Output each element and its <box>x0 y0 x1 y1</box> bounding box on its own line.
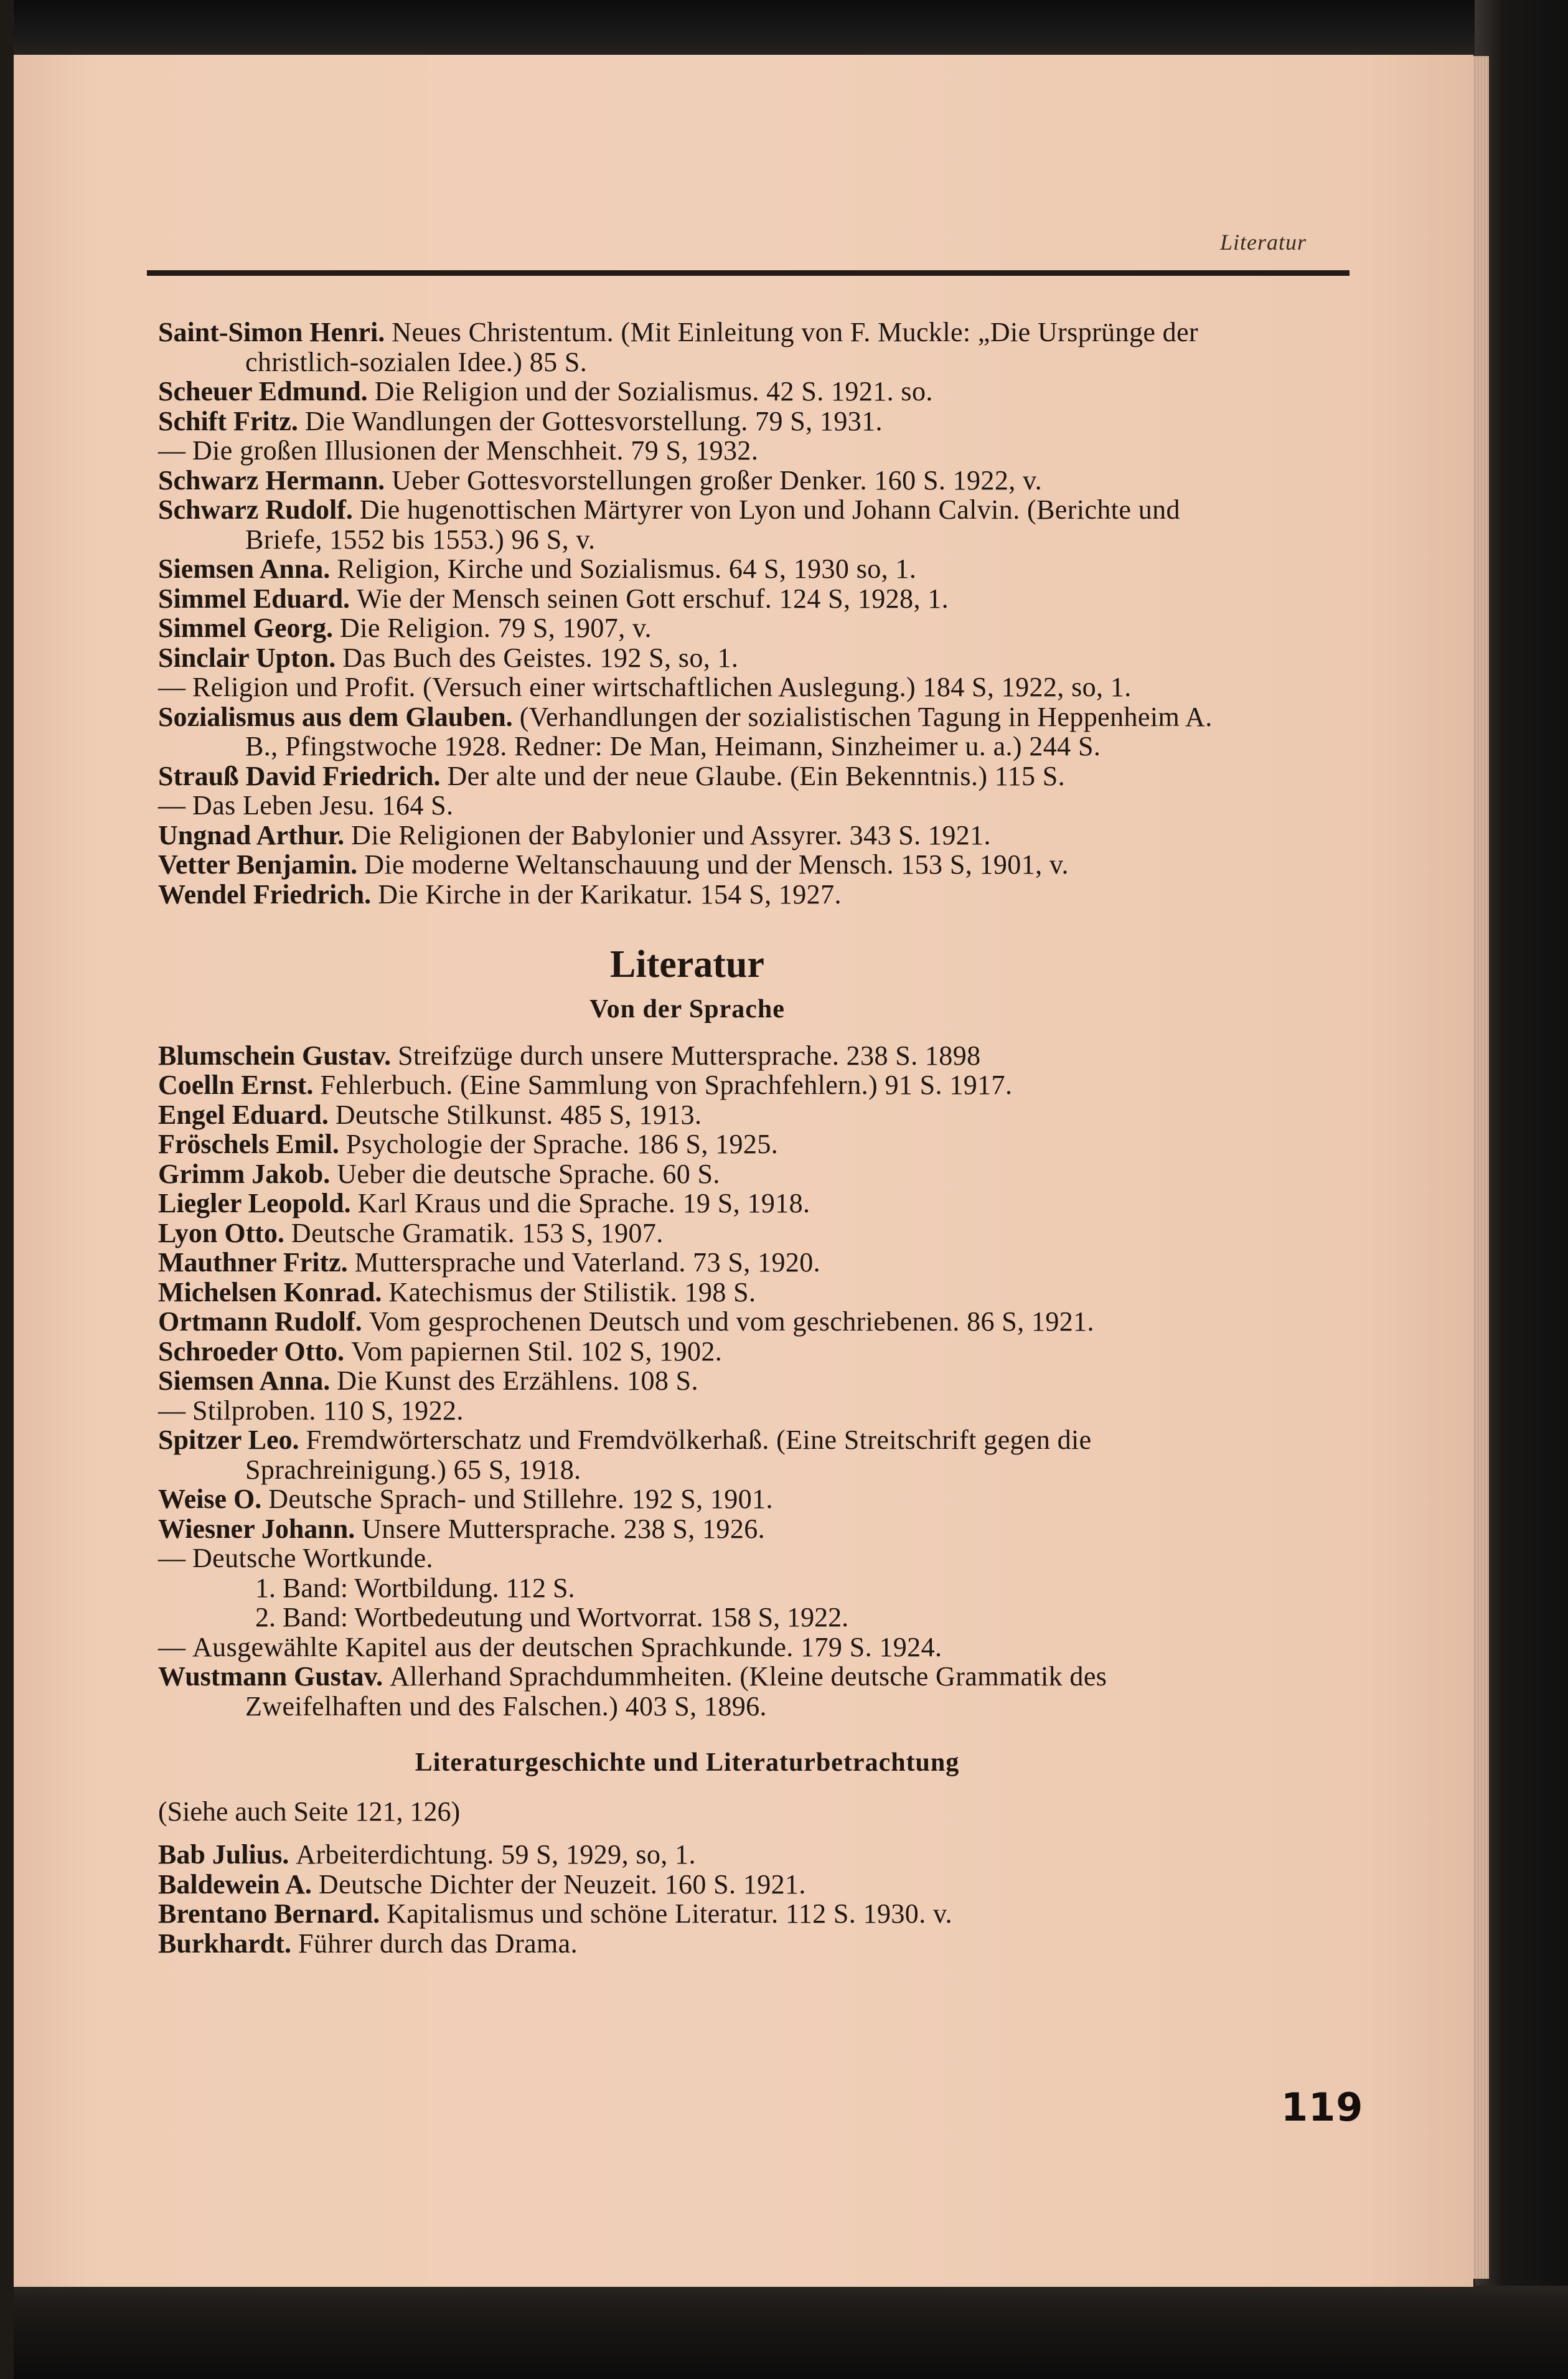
bibliography-entry: — Das Leben Jesu. 164 S. <box>158 790 454 821</box>
bibliography-entry: Ungnad Arthur. Die Religionen der Babylonier und Assyrer. 343 S. 1921. <box>158 819 991 850</box>
bibliography-entry: Engel Eduard. Deutsche Stilkunst. 485 S, 1913. <box>158 1099 702 1130</box>
bibliography-entry: Strauß David Friedrich. Der alte und der neue Glaube. (Ein Bekenntnis.) 115 S. <box>158 760 1066 791</box>
page-number: 119 <box>1281 2085 1364 2130</box>
bibliography-entry: Saint-Simon Henri. Neues Christentum. (Mit Einleitung von F. Muckle: „Die Ursprünge der christlich-sozialen Idee.) 85 S. <box>158 317 1199 377</box>
literatur-list <box>158 1840 1241 1958</box>
bibliography-entry: Coelln Ernst. Fehlerbuch. (Eine Sammlung von Sprachfehlern.) 91 S. 1917. <box>158 1070 1013 1100</box>
bibliography-entry: Schroeder Otto. Vom papiernen Stil. 102 S, 1902. <box>158 1336 723 1367</box>
book-cover-bottom-edge <box>0 2286 1568 2379</box>
bibliography-entry: Bab Julius. Arbeiterdichtung. 59 S, 1929, so, 1. <box>158 1839 696 1870</box>
bibliography-entry: Vetter Benjamin. Die moderne Weltanschauung und der Mensch. 153 S, 1901, v. <box>158 849 1069 880</box>
bibliography-entry: Schwarz Hermann. Ueber Gottesvorstellungen großer Denker. 160 S. 1922, v. <box>158 464 1042 496</box>
bibliography-entry: Sozialismus aus dem Glauben. (Verhandlungen der sozialistischen Tagung in Heppenheim A. B., Pfingstwoche 1928. Redner: De Man, Heimann, Sinzheimer u. a.) 244 S. <box>158 701 1213 761</box>
book-spine <box>0 0 14 2379</box>
subsection-title-literatur: Literaturgeschichte und Literaturbetrachtung <box>415 1748 960 1777</box>
bibliography-entry: Wiesner Johann. Unsere Muttersprache. 238 S, 1926. <box>158 1513 766 1544</box>
bibliography-entry: Siemsen Anna. Die Kunst des Erzählens. 108 S. <box>158 1365 698 1396</box>
bibliography-entry: — Die großen Illusionen der Menschheit. 79 S, 1932. <box>158 435 759 466</box>
bibliography-entry: Baldewein A. Deutsche Dichter der Neuzeit. 160 S. 1921. <box>158 1868 806 1900</box>
bibliography-entry: Burkhardt. Führer durch das Drama. <box>158 1928 578 1959</box>
religion-list <box>158 318 1241 909</box>
bibliography-entry: Michelsen Konrad. Katechismus der Stilistik. 198 S. <box>158 1276 756 1307</box>
bibliography-entry: Scheuer Edmund. Die Religion und der Sozialismus. 42 S. 1921. so. <box>158 376 933 407</box>
bibliography-entry: Mauthner Fritz. Muttersprache und Vaterland. 73 S, 1920. <box>158 1247 821 1278</box>
bibliography-entry: Fröschels Emil. Psychologie der Sprache. 186 S, 1925. <box>158 1129 779 1159</box>
bibliography-entry: — Stilproben. 110 S, 1922. <box>158 1395 464 1426</box>
bibliography-entry: Sinclair Upton. Das Buch des Geistes. 192 S, so, 1. <box>158 642 739 673</box>
running-header: Literatur <box>1220 230 1307 255</box>
page-content <box>158 318 1241 1958</box>
bibliography-entry: Wendel Friedrich. Die Kirche in der Karikatur. 154 S, 1927. <box>158 879 842 910</box>
bibliography-entry: Brentano Bernard. Kapitalismus und schöne Literatur. 112 S. 1930. v. <box>158 1898 952 1929</box>
wortkunde-band: 1. Band: Wortbildung. 112 S. <box>255 1572 575 1603</box>
bibliography-entry: Grimm Jakob. Ueber die deutsche Sprache. 60 S. <box>158 1158 720 1189</box>
header-rule <box>147 270 1350 276</box>
bibliography-entry: Siemsen Anna. Religion, Kirche und Sozialismus. 64 S, 1930 so, 1. <box>158 554 917 584</box>
bibliography-entry: Lyon Otto. Deutsche Gramatik. 153 S, 1907. <box>158 1217 664 1248</box>
wortkunde-band: 2. Band: Wortbedeutung und Wortvorrat. 158 S, 1922. <box>255 1602 849 1632</box>
cross-reference-note: (Siehe auch Seite 121, 126) <box>158 1796 461 1827</box>
section-title: Literatur <box>610 943 764 986</box>
bibliography-entry: Weise O. Deutsche Sprach- und Stillehre. 192 S, 1901. <box>158 1484 773 1514</box>
bibliography-entry: Liegler Leopold. Karl Kraus und die Sprache. 19 S, 1918. <box>158 1188 810 1218</box>
bibliography-entry: Blumschein Gustav. Streifzüge durch unsere Muttersprache. 238 S. 1898 <box>158 1040 981 1071</box>
bibliography-entry: Simmel Eduard. Wie der Mensch seinen Gott erschuf. 124 S, 1928, 1. <box>158 583 949 614</box>
bibliography-entry: Spitzer Leo. Fremdwörterschatz und Fremdvölkerhaß. (Eine Streitschrift gegen die Sprachreinigung.) 65 S, 1918. <box>158 1425 1092 1485</box>
bibliography-entry: — Ausgewählte Kapitel aus der deutschen Sprachkunde. 179 S. 1924. <box>158 1631 942 1662</box>
bibliography-entry: Simmel Georg. Die Religion. 79 S, 1907, v. <box>158 613 652 643</box>
bibliography-entry: Ortmann Rudolf. Vom gesprochenen Deutsch und vom geschriebenen. 86 S, 1921. <box>158 1306 1094 1337</box>
bibliography-entry: Schwarz Rudolf. Die hugenottischen Märtyrer von Lyon und Johann Calvin. (Berichte und Briefe, 1552 bis 1553.) 96 S, v. <box>158 494 1180 555</box>
bibliography-entry: Schift Fritz. Die Wandlungen der Gottesvorstellung. 79 S, 1931. <box>158 405 883 436</box>
book-cover-top-edge <box>0 0 1568 59</box>
sprache-list <box>158 1041 1241 1722</box>
bibliography-entry: — Deutsche Wortkunde. <box>158 1543 433 1573</box>
subsection-title-sprache: Von der Sprache <box>589 995 785 1024</box>
bibliography-entry: — Religion und Profit. (Versuch einer wirtschaftlichen Auslegung.) 184 S, 1922, so, 1. <box>158 672 1132 702</box>
bibliography-entry: Wustmann Gustav. Allerhand Sprachdummheiten. (Kleine deutsche Grammatik des Zweifelhaften und des Falschen.) 403 S, 1896. <box>158 1661 1107 1722</box>
